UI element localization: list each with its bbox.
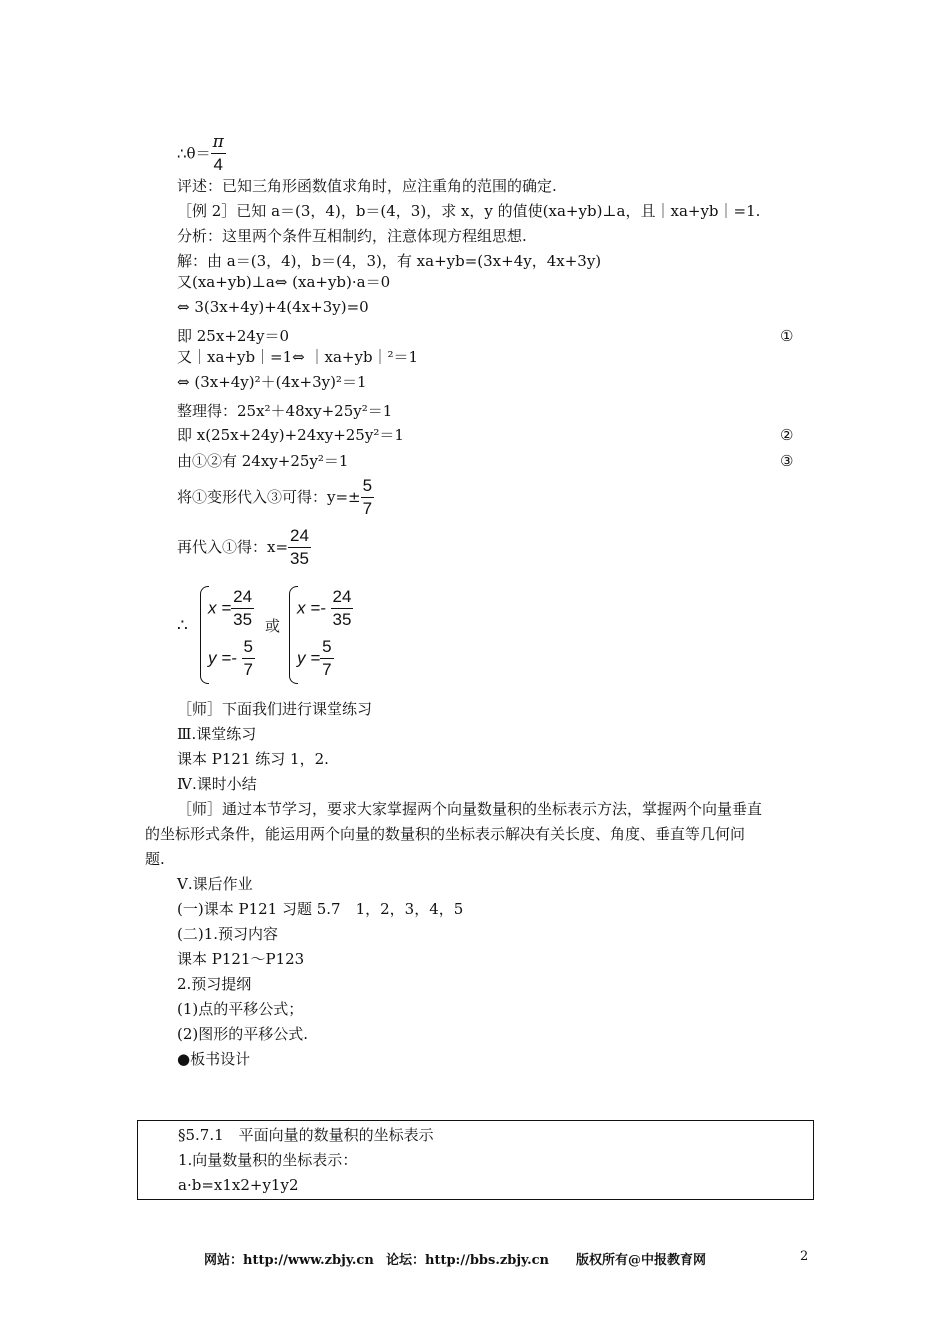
s1-x-den: 35 [233,610,253,629]
y-numerator: 5 [361,475,374,498]
equation-3-marker: ③ [780,452,794,470]
x-numerator: 24 [288,525,311,548]
theta-fraction [211,131,226,176]
y-fraction [361,475,374,520]
page-number: 2 [800,1249,809,1264]
equivalence-line-2: ⇔ (3x+4y)²＋(4x+3y)²＝1 [177,373,367,391]
x-solution-line [177,523,311,570]
simplify-line: 整理得：25x²＋48xy+25y²＝1 [177,402,393,420]
homework-line-1: (一)课本 P121 习题 5.7 1，2，3，4，5 [177,900,464,918]
s2-x-num: 24 [331,586,354,609]
system1-y [208,636,255,681]
theta-denominator: 4 [213,155,223,174]
equation-3-line: 由①②有 24xy+25y²＝1 [177,452,349,470]
s1-y-fraction [242,636,255,681]
s2-y-num: 5 [320,636,333,659]
comment-line: 评述：已知三角形函数值求角时，应注重角的范围的确定. [177,177,557,195]
s1-y-label: y =- [208,648,237,668]
summary-para-line-1: ［师］通过本节学习，要求大家掌握两个向量数量积的坐标表示方法，掌握两个向量垂直 [177,800,763,818]
homework-line-4: 2.预习提纲 [177,975,252,993]
x-solution-text: 再代入①得：x= [177,538,289,556]
system2-x [297,586,353,631]
system1-x [208,586,254,631]
s1-x-num: 24 [231,586,254,609]
y-denominator: 7 [362,498,373,518]
s2-y-label: y = [297,648,321,668]
equation-2-marker: ② [780,426,794,444]
board-item: 1.向量数量积的坐标表示： [178,1151,358,1169]
y-solution-line [177,473,374,520]
footer-copyright: 版权所有@中报教育网 [576,1253,707,1268]
equation-1-line: 即 25x+24y＝0 [177,327,289,345]
footer-site-link[interactable]: 网站：http://www.zbjy.cn [204,1253,374,1268]
theta-line [177,131,226,176]
homework-line-6: (2)图形的平移公式. [177,1025,309,1043]
system2-y [297,636,334,681]
analysis-line: 分析：这里两个条件互相制约，注意体现方程组思想. [177,227,527,245]
section-4-heading: Ⅳ.课时小结 [177,775,257,793]
y-solution-text: 将①变形代入③可得：y=± [177,488,361,506]
s1-y-den: 7 [243,660,254,679]
board-design-box [137,1120,814,1200]
theta-prefix: ∴θ＝ [177,144,211,163]
x-denominator: 35 [290,548,309,568]
homework-line-5: (1)点的平移公式； [177,1000,304,1018]
s2-y-fraction [320,636,333,681]
homework-line-2: (二)1.预习内容 [177,925,279,943]
s1-x-fraction [231,586,254,631]
s2-y-den: 7 [322,660,332,679]
equivalence-line-1: ⇔ 3(3x+4y)+4(4x+3y)=0 [177,298,369,316]
therefore-symbol: ∴ [177,616,188,636]
s1-x-label: x = [208,598,232,618]
x-fraction [288,525,311,570]
board-formula: a·b=x1x2+y1y2 [178,1176,299,1194]
textbook-exercise-line: 课本 P121 练习 1，2. [177,750,329,768]
summary-para-line-3: 题. [145,850,165,868]
s1-y-num: 5 [242,636,255,659]
summary-para-line-2: 的坐标形式条件，能运用两个向量的数量积的坐标表示解决有关长度、角度、垂直等几何问 [145,825,746,843]
equation-2-line: 即 x(25x+24y)+24xy+25y²＝1 [177,426,404,444]
or-word: 或 [265,617,281,635]
s2-x-fraction [331,586,354,631]
solution-line: 解：由 a＝(3，4)，b＝(4，3)，有 xa+yb=(3x+4y，4x+3y) [177,252,602,270]
board-design-heading: ●板书设计 [177,1050,251,1068]
s2-x-den: 35 [332,610,352,629]
section-3-heading: Ⅲ.课堂练习 [177,725,257,743]
equation-1-marker: ① [780,327,794,345]
footer-forum-link[interactable]: 论坛：http://bbs.zbjy.cn [386,1253,550,1268]
norm-condition-line: 又｜xa+yb｜=1⇔ ｜xa+yb｜²＝1 [177,348,419,366]
s2-x-label: x =- [297,598,326,618]
theta-numerator: π [212,132,224,152]
perp-condition-line: 又(xa+yb)⊥a⇔ (xa+yb)·a＝0 [177,273,391,291]
example2-line: ［例 2］已知 a＝(3，4)，b＝(4，3)，求 x，y 的值使(xa+yb)⊥a，且｜xa+yb｜=1. [177,202,761,220]
teacher-practice-line: ［师］下面我们进行课堂练习 [177,700,373,718]
homework-line-3: 课本 P121～P123 [177,950,305,968]
section-5-heading: Ⅴ.课后作业 [177,875,253,893]
board-title: §5.7.1 平面向量的数量积的坐标表示 [178,1126,434,1144]
